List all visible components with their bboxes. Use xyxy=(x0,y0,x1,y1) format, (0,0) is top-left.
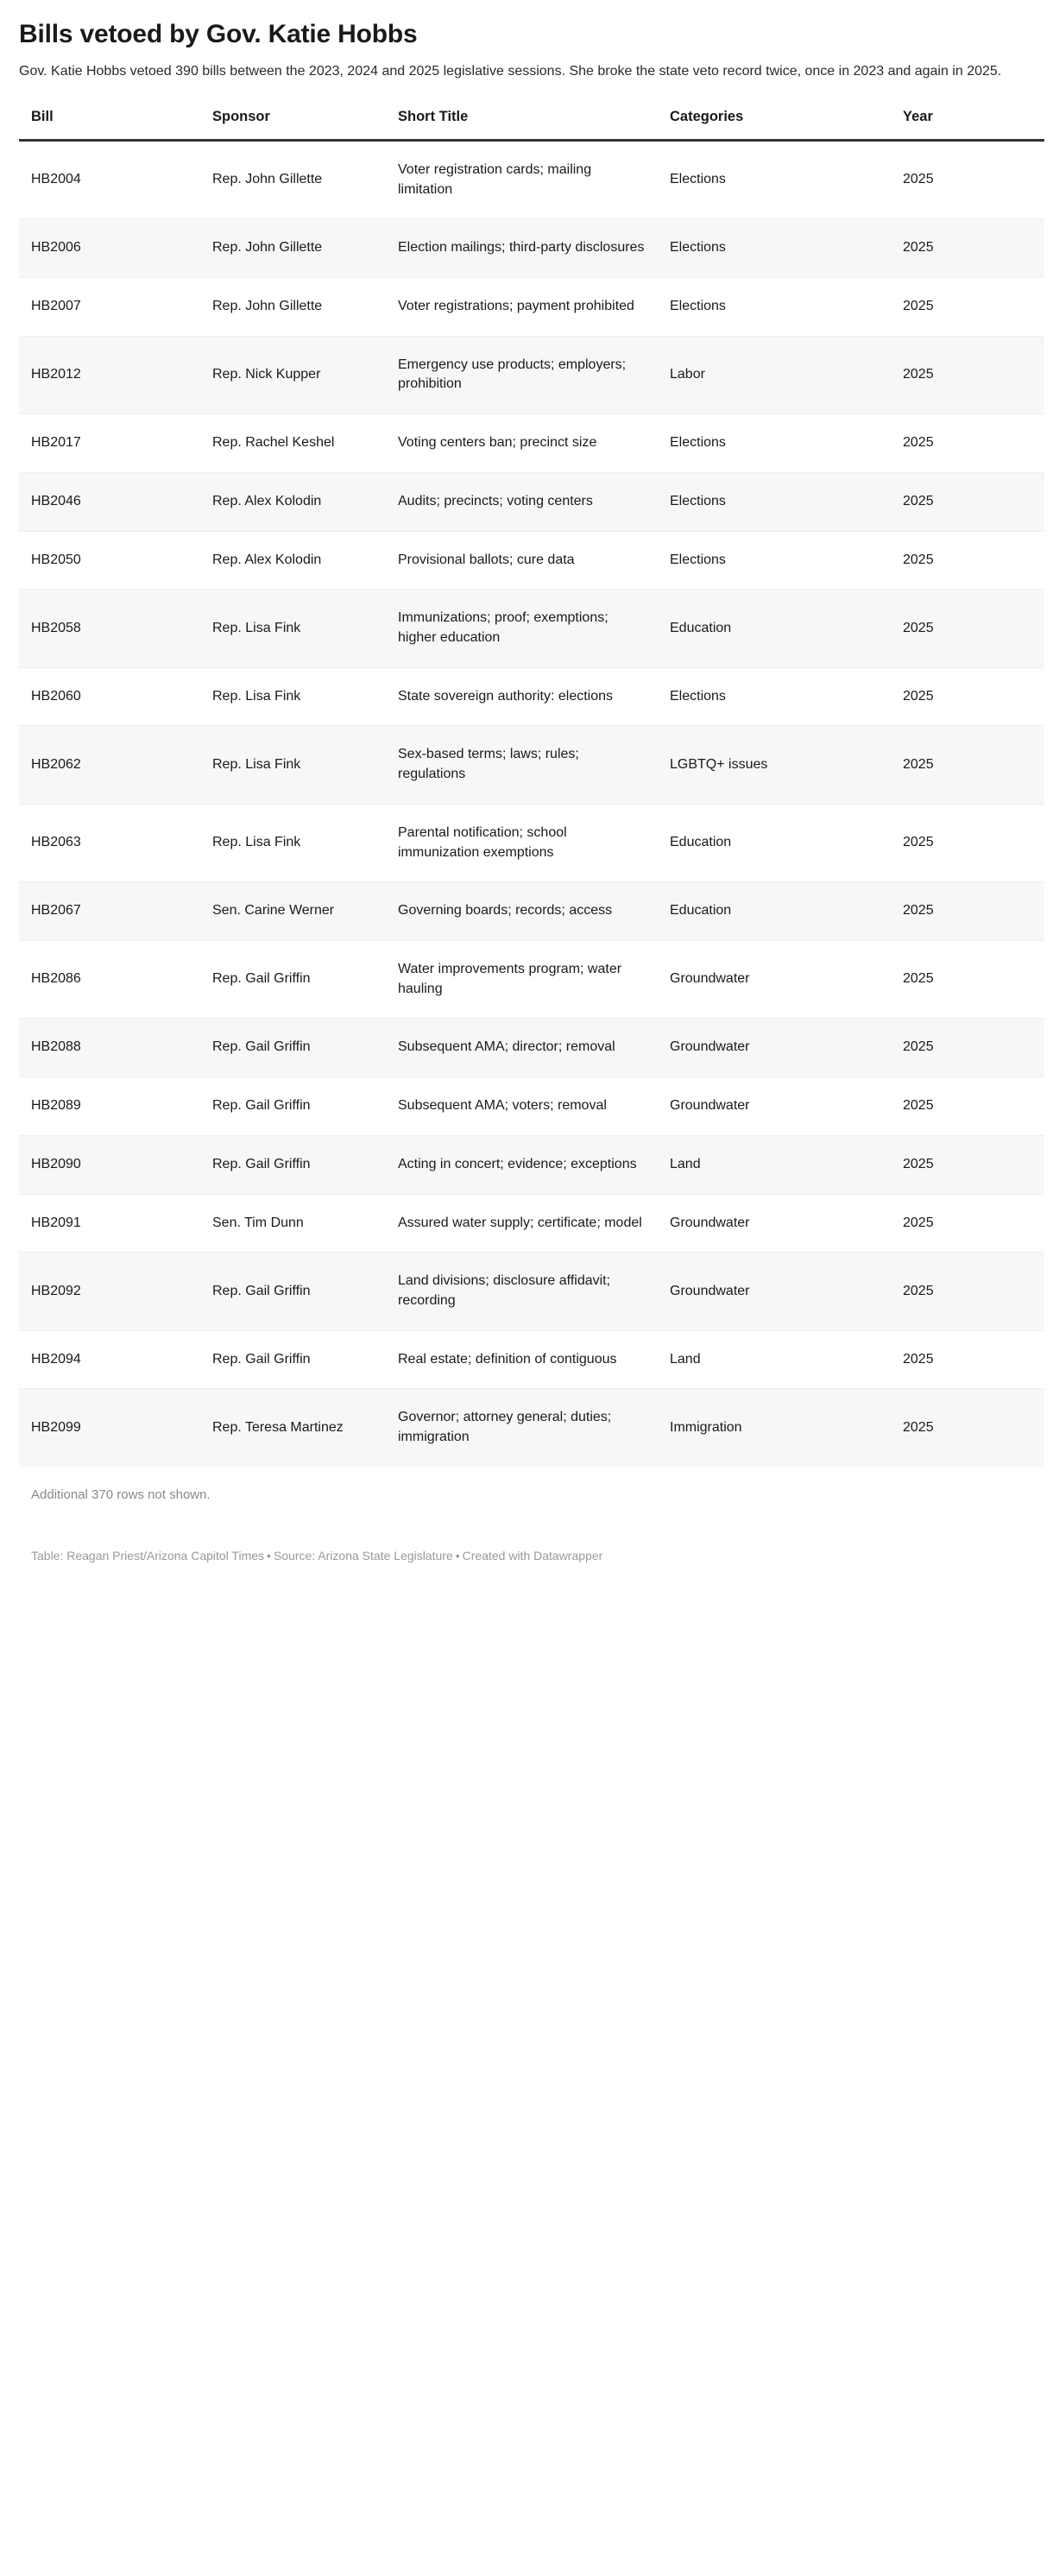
cell-categories: Education xyxy=(658,882,891,941)
tool-credit[interactable]: Created with Datawrapper xyxy=(462,1548,603,1563)
cell-short-title: Assured water supply; certificate; model xyxy=(386,1194,658,1253)
cell-categories: Elections xyxy=(658,277,891,336)
table-row xyxy=(19,140,1044,218)
table-row xyxy=(19,941,1044,1019)
cell-sponsor: Rep. Lisa Fink xyxy=(200,667,386,726)
cell-year: 2025 xyxy=(891,1135,1044,1194)
cell-bill: HB2050 xyxy=(19,531,200,590)
cell-year: 2025 xyxy=(891,1019,1044,1077)
cell-bill: HB2007 xyxy=(19,277,200,336)
cell-year: 2025 xyxy=(891,667,1044,726)
cell-sponsor: Rep. Gail Griffin xyxy=(200,1330,386,1389)
cell-sponsor: Rep. Gail Griffin xyxy=(200,1019,386,1077)
cell-short-title: Acting in concert; evidence; exceptions xyxy=(386,1135,658,1194)
cell-year: 2025 xyxy=(891,472,1044,531)
cell-bill: HB2094 xyxy=(19,1330,200,1389)
table-row xyxy=(19,667,1044,726)
chart-credits xyxy=(19,1547,1034,1584)
cell-sponsor: Rep. John Gillette xyxy=(200,219,386,278)
cell-categories: Groundwater xyxy=(658,941,891,1019)
cell-categories: Elections xyxy=(658,667,891,726)
source-credit: Source: Arizona State Legislature xyxy=(273,1548,453,1563)
cell-sponsor: Sen. Carine Werner xyxy=(200,882,386,941)
cell-bill: HB2004 xyxy=(19,140,200,218)
cell-sponsor: Rep. Lisa Fink xyxy=(200,804,386,881)
cell-short-title: Election mailings; third-party disclosures xyxy=(386,219,658,278)
cell-short-title: Voting centers ban; precinct size xyxy=(386,414,658,473)
table-body xyxy=(19,140,1044,1467)
cell-bill: HB2012 xyxy=(19,336,200,414)
cell-sponsor: Rep. Alex Kolodin xyxy=(200,531,386,590)
cell-sponsor: Rep. Gail Griffin xyxy=(200,941,386,1019)
cell-year: 2025 xyxy=(891,1330,1044,1389)
cell-year: 2025 xyxy=(891,590,1044,667)
cell-short-title: State sovereign authority: elections xyxy=(386,667,658,726)
cell-categories: Elections xyxy=(658,472,891,531)
cell-short-title: Subsequent AMA; voters; removal xyxy=(386,1077,658,1136)
cell-sponsor: Rep. Gail Griffin xyxy=(200,1253,386,1330)
column-header-year[interactable]: Year xyxy=(891,104,1044,141)
cell-sponsor: Rep. Lisa Fink xyxy=(200,590,386,667)
cell-short-title: Provisional ballots; cure data xyxy=(386,531,658,590)
cell-year: 2025 xyxy=(891,140,1044,218)
column-header-sponsor[interactable]: Sponsor xyxy=(200,104,386,141)
table-row xyxy=(19,277,1044,336)
cell-year: 2025 xyxy=(891,1077,1044,1136)
cell-bill: HB2086 xyxy=(19,941,200,1019)
table-row xyxy=(19,1135,1044,1194)
cell-bill: HB2046 xyxy=(19,472,200,531)
cell-year: 2025 xyxy=(891,1389,1044,1467)
cell-categories: Land xyxy=(658,1135,891,1194)
table-row xyxy=(19,1019,1044,1077)
cell-year: 2025 xyxy=(891,277,1044,336)
table-row xyxy=(19,1253,1044,1330)
cell-year: 2025 xyxy=(891,941,1044,1019)
cell-year: 2025 xyxy=(891,219,1044,278)
table-header-row xyxy=(19,104,1044,141)
cell-year: 2025 xyxy=(891,882,1044,941)
cell-sponsor: Rep. John Gillette xyxy=(200,140,386,218)
cell-short-title: Voter registration cards; mailing limitation xyxy=(386,140,658,218)
table-row xyxy=(19,336,1044,414)
cell-year: 2025 xyxy=(891,336,1044,414)
table-row xyxy=(19,1330,1044,1389)
cell-categories: Groundwater xyxy=(658,1194,891,1253)
cell-categories: Immigration xyxy=(658,1389,891,1467)
table-row xyxy=(19,472,1044,531)
vetoed-bills-table xyxy=(19,104,1044,1467)
table-row xyxy=(19,726,1044,804)
cell-categories: Elections xyxy=(658,531,891,590)
table-row xyxy=(19,1389,1044,1467)
cell-categories: Elections xyxy=(658,140,891,218)
cell-short-title: Emergency use products; employers; prohibition xyxy=(386,336,658,414)
cell-sponsor: Rep. Rachel Keshel xyxy=(200,414,386,473)
page-title: Bills vetoed by Gov. Katie Hobbs xyxy=(19,20,418,48)
cell-sponsor: Rep. Alex Kolodin xyxy=(200,472,386,531)
cell-bill: HB2099 xyxy=(19,1389,200,1467)
table-row xyxy=(19,1077,1044,1136)
cell-categories: Land xyxy=(658,1330,891,1389)
cell-bill: HB2006 xyxy=(19,219,200,278)
cell-bill: HB2092 xyxy=(19,1253,200,1330)
table-header xyxy=(19,104,1044,141)
column-header-bill[interactable]: Bill xyxy=(19,104,200,141)
cell-categories: Education xyxy=(658,590,891,667)
cell-short-title: Real estate; definition of contiguous xyxy=(386,1330,658,1389)
cell-categories: Labor xyxy=(658,336,891,414)
cell-short-title: Audits; precincts; voting centers xyxy=(386,472,658,531)
cell-categories: Groundwater xyxy=(658,1077,891,1136)
cell-sponsor: Rep. Teresa Martinez xyxy=(200,1389,386,1467)
column-header-categories[interactable]: Categories xyxy=(658,104,891,141)
table-row xyxy=(19,531,1044,590)
cell-bill: HB2067 xyxy=(19,882,200,941)
cell-categories: LGBTQ+ issues xyxy=(658,726,891,804)
cell-short-title: Land divisions; disclosure affidavit; recording xyxy=(386,1253,658,1330)
cell-bill: HB2090 xyxy=(19,1135,200,1194)
cell-categories: Groundwater xyxy=(658,1019,891,1077)
cell-categories: Groundwater xyxy=(658,1253,891,1330)
cell-short-title: Parental notification; school immunization exemptions xyxy=(386,804,658,881)
cell-sponsor: Rep. Nick Kupper xyxy=(200,336,386,414)
cell-sponsor: Rep. John Gillette xyxy=(200,277,386,336)
cell-categories: Education xyxy=(658,804,891,881)
cell-short-title: Voter registrations; payment prohibited xyxy=(386,277,658,336)
cell-year: 2025 xyxy=(891,726,1044,804)
cell-short-title: Sex-based terms; laws; rules; regulations xyxy=(386,726,658,804)
table-row xyxy=(19,804,1044,881)
cell-bill: HB2062 xyxy=(19,726,200,804)
cell-bill: HB2058 xyxy=(19,590,200,667)
cell-sponsor: Rep. Gail Griffin xyxy=(200,1135,386,1194)
cell-bill: HB2063 xyxy=(19,804,200,881)
cell-year: 2025 xyxy=(891,1194,1044,1253)
cell-short-title: Water improvements program; water hauling xyxy=(386,941,658,1019)
cell-year: 2025 xyxy=(891,414,1044,473)
cell-bill: HB2017 xyxy=(19,414,200,473)
cell-bill: HB2060 xyxy=(19,667,200,726)
table-row xyxy=(19,219,1044,278)
table-row xyxy=(19,882,1044,941)
cell-short-title: Governing boards; records; access xyxy=(386,882,658,941)
cell-bill: HB2091 xyxy=(19,1194,200,1253)
cell-sponsor: Rep. Gail Griffin xyxy=(200,1077,386,1136)
chart-description: Gov. Katie Hobbs vetoed 390 bills between the 2023, 2024 and 2025 legislative sessions. She broke the state veto record twice, once in 2023 and again in 2025. xyxy=(19,63,1002,79)
cell-year: 2025 xyxy=(891,531,1044,590)
cell-sponsor: Sen. Tim Dunn xyxy=(200,1194,386,1253)
table-row xyxy=(19,590,1044,667)
credit-separator-1: • xyxy=(267,1548,271,1563)
cell-short-title: Governor; attorney general; duties; immigration xyxy=(386,1389,658,1467)
cell-year: 2025 xyxy=(891,804,1044,881)
cell-categories: Elections xyxy=(658,414,891,473)
table-row xyxy=(19,414,1044,473)
cell-categories: Elections xyxy=(658,219,891,278)
additional-rows-note: Additional 370 rows not shown. xyxy=(31,1487,211,1502)
cell-year: 2025 xyxy=(891,1253,1044,1330)
cell-short-title: Immunizations; proof; exemptions; higher education xyxy=(386,590,658,667)
cell-short-title: Subsequent AMA; director; removal xyxy=(386,1019,658,1077)
cell-sponsor: Rep. Lisa Fink xyxy=(200,726,386,804)
cell-bill: HB2088 xyxy=(19,1019,200,1077)
table-credit: Table: Reagan Priest/Arizona Capitol Times xyxy=(31,1548,265,1563)
table-row xyxy=(19,1194,1044,1253)
column-header-short-title[interactable]: Short Title xyxy=(386,104,658,141)
credit-separator-2: • xyxy=(455,1548,460,1563)
cell-bill: HB2089 xyxy=(19,1077,200,1136)
